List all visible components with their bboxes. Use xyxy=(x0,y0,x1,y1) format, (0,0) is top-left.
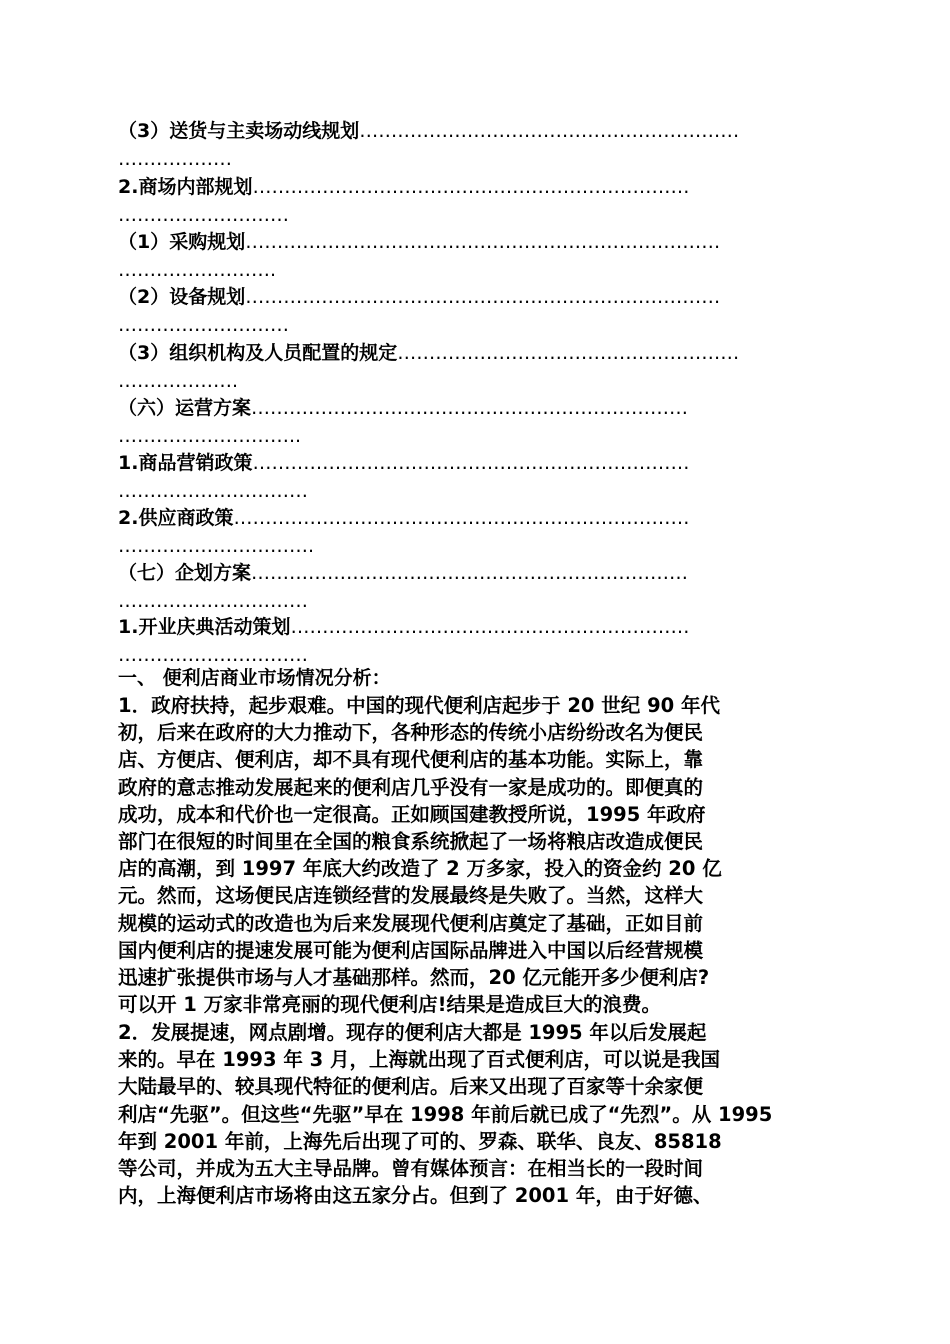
paragraph-line: 2．发展提速，网点剧增。现存的便利店大都是 1995 年以后发展起 xyxy=(118,1021,707,1044)
toc-entry[interactable] xyxy=(118,173,830,229)
toc-leader-dots: ……………………….. xyxy=(118,425,302,447)
toc-leader-dots: ………………………… xyxy=(118,644,308,666)
paragraph-line: 规模的运动式的改造也为后来发展现代便利店奠定了基础，正如目前 xyxy=(118,911,704,935)
toc-leader-dots: ……………… xyxy=(118,148,232,170)
toc-title: （1）采购规划 xyxy=(118,231,246,253)
toc-leader-dots: ………………………… xyxy=(118,590,308,612)
toc-title: （3）组织机构及人员配置的规定 xyxy=(118,342,398,364)
paragraph-line: 政府的意志推动发展起来的便利店几乎没有一家是成功的。即便真的 xyxy=(118,775,704,799)
toc-leader-dots: ……………………………………………………………… xyxy=(233,507,690,529)
body-paragraph xyxy=(118,1019,834,1209)
paragraph-line: 等公司，并成为五大主导品牌。曾有媒体预言：在相当长的一段时间 xyxy=(118,1156,704,1180)
toc-title: （六）运营方案 xyxy=(118,397,252,419)
toc-leader-dots: ……………………………………………………… xyxy=(290,616,690,638)
toc-title: 1.开业庆典活动策划 xyxy=(118,616,291,638)
toc-title: （七）企划方案 xyxy=(118,562,252,584)
toc-entry[interactable] xyxy=(118,613,830,669)
toc-entry[interactable] xyxy=(118,339,830,395)
toc-leader-dots: …………………………………………………………… xyxy=(251,397,689,419)
toc-leader-dots: ………………. xyxy=(118,370,239,392)
toc-entry[interactable] xyxy=(118,449,830,505)
toc-leader-dots: ……………………… xyxy=(118,314,289,336)
paragraph-line: 迅速扩张提供市场与人才基础那样。然而，20 亿元能开多少便利店? xyxy=(118,965,710,989)
toc-entry[interactable] xyxy=(118,394,830,450)
toc-leader-dots: ………………………… xyxy=(118,480,308,502)
toc-leader-dots: ……………………………………………… xyxy=(397,342,740,364)
toc-leader-dots: …………………………………………………… xyxy=(359,120,740,142)
paragraph-line: 可以开 1 万家非常亮丽的现代便利店!结果是造成巨大的浪费。 xyxy=(118,993,662,1017)
paragraph-line: 利店“先驱”。但这些“先驱”早在 1998 年前后就已成了“先烈”。从 1995 xyxy=(118,1102,773,1126)
toc-entry[interactable] xyxy=(118,559,830,615)
paragraph-line: 元。然而，这场便民店连锁经营的发展最终是失败了。当然，这样大 xyxy=(118,884,704,908)
toc-leader-dots: …………………………………………………………… xyxy=(252,176,690,198)
toc-leader-dots: …………………………………………………………… xyxy=(251,562,689,584)
toc-title: （2）设备规划 xyxy=(118,286,246,308)
paragraph-line: 成功，成本和代价也一定很高。正如顾国建教授所说，1995 年政府 xyxy=(118,802,706,826)
paragraph-line: 店、方便店、便利店，却不具有现代便利店的基本功能。实际上，靠 xyxy=(118,748,704,772)
toc-entry[interactable] xyxy=(118,117,830,173)
section-heading: 一、 便利店商业市场情况分析： xyxy=(118,667,391,689)
toc-entry[interactable] xyxy=(118,283,830,339)
body-paragraph xyxy=(118,692,834,1018)
toc-title: （3）送货与主卖场动线规划 xyxy=(118,120,360,142)
paragraph-line: 内，上海便利店市场将由这五家分占。但到了 2001 年，由于好德、 xyxy=(118,1184,713,1208)
paragraph-line: 店的高潮，到 1997 年底大约改造了 2 万多家，投入的资金约 20 亿 xyxy=(118,857,722,881)
paragraph-line: 大陆最早的、较具现代特征的便利店。后来又出现了百家等十余家便 xyxy=(118,1075,704,1099)
toc-leader-dots: ………………………………………………………………… xyxy=(245,231,721,253)
toc-leader-dots: ………………………………………………………………… xyxy=(245,286,721,308)
toc-leader-dots: …………………………………………………………… xyxy=(252,452,690,474)
toc-entry[interactable] xyxy=(118,504,830,560)
paragraph-line: 年到 2001 年前，上海先后出现了可的、罗森、联华、良友、85818 xyxy=(118,1129,722,1153)
toc-title: 2.商场内部规划 xyxy=(118,176,253,198)
toc-leader-dots: ……………………… xyxy=(118,204,289,226)
toc-leader-dots: ……………………. xyxy=(118,259,277,281)
toc-entry[interactable] xyxy=(118,228,830,284)
paragraph-line: 部门在很短的时间里在全国的粮食系统掀起了一场将粮店改造成便民 xyxy=(118,829,704,853)
toc-title: 2.供应商政策 xyxy=(118,507,234,529)
paragraph-line: 国内便利店的提速发展可能为便利店国际品牌进入中国以后经营规模 xyxy=(118,938,704,962)
toc-title: 1.商品营销政策 xyxy=(118,452,253,474)
paragraph-line: 初，后来在政府的大力推动下，各种形态的传统小店纷纷改名为便民 xyxy=(118,721,704,745)
paragraph-line: 1．政府扶持，起步艰难。中国的现代便利店起步于 20 世纪 90 年代 xyxy=(118,694,720,717)
toc-leader-dots: …………………………. xyxy=(118,535,315,557)
paragraph-line: 来的。早在 1993 年 3 月，上海就出现了百式便利店，可以说是我国 xyxy=(118,1048,720,1072)
